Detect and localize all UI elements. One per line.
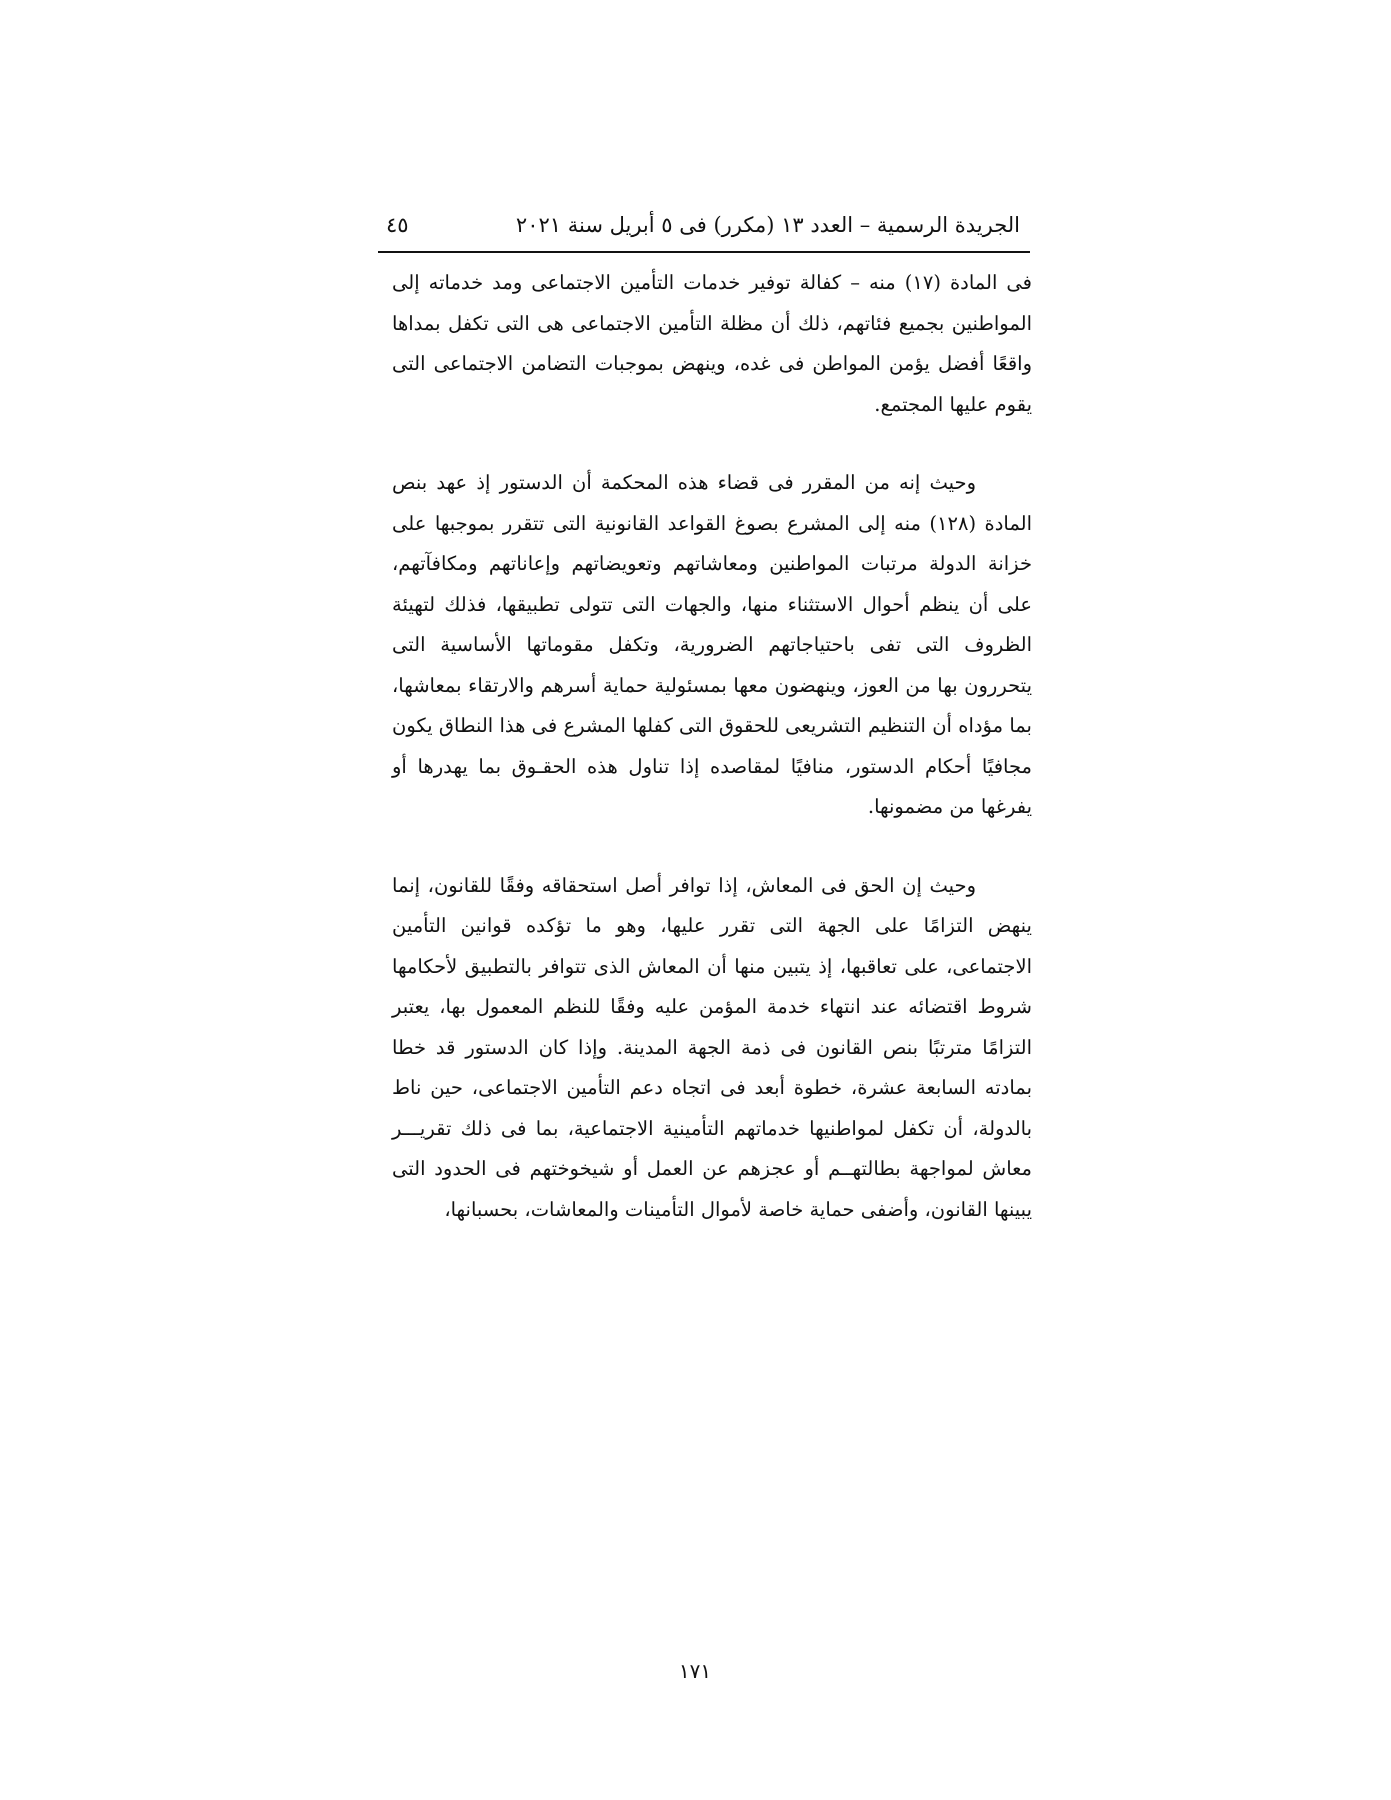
- paragraph-article-128: وحيث إنه من المقرر فى قضاء هذه المحكمة أن الدستور إذ عهد بنص المادة (١٢٨) منه إلى المشرع بصوغ القواعد القانونية التى تتقرر بموجبها على خزانة الدولة مرتبات المواطنين ومعاشاتهم وتعويضاتهم وإعاناتهم ومكافآتهم، على أن ينظم أحوال الاستثناء منها، والجهات التى تتولى تطبيقها، فذلك لتهيئة الظروف التى تفى باحتياجاتهم الضرورية، وتكفل مقوماتها الأساسية التى يتحررون بها من العوز، وينهضون معها بمسئولية حماية أسرهم والارتقاء بمعاشها، بما مؤداه أن التنظيم التشريعى للحقوق التى كفلها المشرع فى هذا النطاق يكون مجافيًا أحكام الدستور، منافيًا لمقاصده إذا تناول هذه الحقـوق بما يهدرها أو يفرغها من مضمونها.: [392, 471, 1033, 818]
- paragraph-article-17-continuation: فى المادة (١٧) منه – كفالة توفير خدمات التأمين الاجتماعى ومد خدماته إلى المواطنين بجميع فئاتهم، ذلك أن مظلة التأمين الاجتماعى هى التى تكفل بمداها واقعًا أفضل يؤمن المواطن فى غده، وينهض بموجبات التضامن الاجتماعى التى يقوم عليها المجتمع.: [392, 271, 1032, 416]
- document-body: [392, 263, 1032, 1268]
- page-header: [378, 207, 1030, 249]
- footer-page-number: ١٧١: [678, 1659, 712, 1683]
- header-divider: [378, 251, 1030, 253]
- paragraph-pension-right: وحيث إن الحق فى المعاش، إذا توافر أصل استحقاقه وفقًا للقانون، إنما ينهض التزامًا على الجهة التى تقرر عليها، وهو ما تؤكده قوانين التأمين الاجتماعى، على تعاقبها، إذ يتبين منها أن المعاش الذى تتوافر بالتطبيق لأحكامها شروط اقتضائه عند انتهاء خدمة المؤمن عليه وفقًا للنظم المعمول بها، يعتبر التزامًا مترتبًا بنص القانون فى ذمة الجهة المدينة. وإذا كان الدستور قد خطا بمادته السابعة عشرة، خطوة أبعد فى اتجاه دعم التأمين الاجتماعى، حين ناط بالدولة، أن تكفل لمواطنيها خدماتهم التأمينية الاجتماعية، بما فى ذلك تقريـــر معاش لمواجهة بطالتهــم أو عجزهم عن العمل أو شيخوختهم فى الحدود التى يبينها القانون، وأضفى حماية خاصة لأموال التأمينات والمعاشات، بحسبانها،: [392, 873, 1032, 1221]
- gazette-header-title: الجريدة الرسمية – العدد ١٣ (مكرر) فى ٥ أبريل سنة ٢٠٢١: [515, 213, 1020, 237]
- header-page-number: ٤٥: [386, 213, 409, 237]
